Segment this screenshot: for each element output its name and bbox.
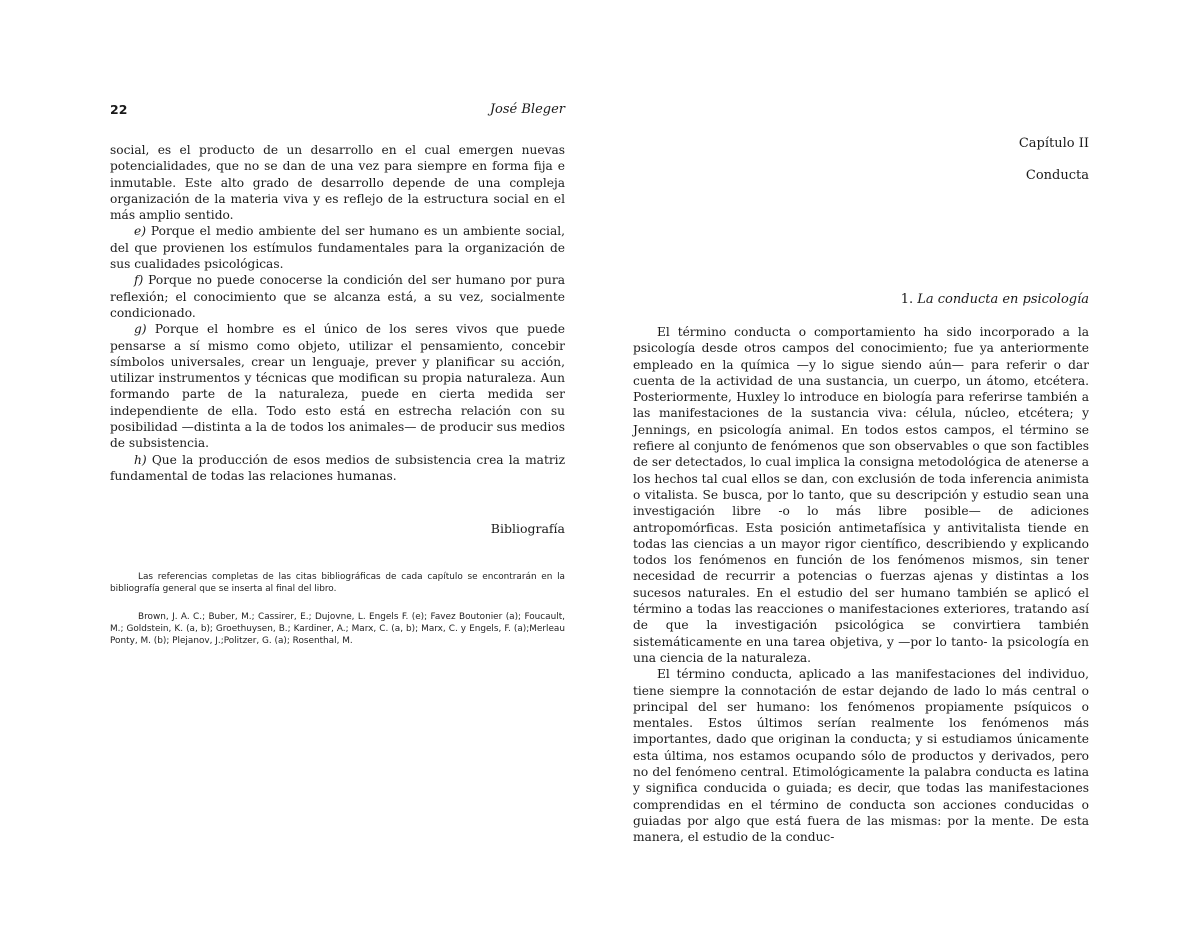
left-page-header (110, 102, 565, 122)
item-text: Porque el medio ambiente del ser humano es un ambiente social, del que provienen los estímulos fundamentales para la organización de sus cualidades psicológicas. (110, 224, 565, 272)
paragraph: El término conducta o comportamiento ha sido incorporado a la psicología desde otros campos del conocimiento; fue ya anteriormente empleado en la química —y lo sigue siendo aún— para referir o dar cuenta de la actividad de una sustancia, un cuerpo, un átomo, etcétera. Posteriormente, Huxley lo introduce en biología para referirse también a las manifestaciones de la sustancia viva: célula, núcleo, etcétera; y Jennings, en psicología animal. En todos estos campos, el término se refiere al conjunto de fenómenos que son observables o que son factibles de ser detectados, lo cual implica la consigna metodológica de atenerse a los hechos tal cual ellos se dan, con exclusión de toda inferencia animista o vitalista. Se busca, por lo tanto, que su descripción y estudio sean una investigación libre -o lo más libre posible— de adiciones antropomórficas. Esta posición antimetafísica y antivitalista tiende en todas las ciencias a un mayor rigor científico, describiendo y explicando todos los fenómenos en función de los fenómenos mismos, sin tener necesidad de recurrir a potencias o fuerzas ajenas y distintas a los sucesos naturales. En el estudio del ser humano también se aplicó el término a todas las reacciones o manifestaciones exteriores, tratando así de que la investigación psicológica se convirtiera también sistemáticamente en una tarea objetiva, y —por lo tanto- la psicología en una ciencia de la naturaleza. (633, 325, 1089, 665)
item-letter: h) (134, 452, 147, 467)
section-heading (901, 292, 1089, 307)
item-text: Porque no puede conocerse la condición del ser humano por pura reflexión; el conocimiento que se alcanza está, a su vez, socialmente condicionado. (110, 273, 565, 320)
right-page-body (633, 324, 1089, 846)
paragraph: El término conducta, aplicado a las manifestaciones del individuo, tiene siempre la connotación de estar dejando de lado lo más central o principal del ser humano: los fenómenos propiamente psíquicos o mentales. Estos últimos serían realmente los fenómenos más importantes, dado que originan la conducta; y si estudiamos únicamente esta última, nos estamos ocupando sólo de productos y derivados, pero no del fenómeno central. Etimológicamente la palabra conducta es latina y significa conducida o guiada; es decir, que todas las manifestaciones comprendidas en el término de conducta son acciones conducidas o guiadas por algo que está fuera de las mismas: por la mente. De esta manera, el estudio de la conduc- (633, 667, 1089, 845)
item-text: Que la producción de esos medios de subsistencia crea la matriz fundamental de todas las relaciones humanas. (110, 452, 565, 483)
list-item-f (110, 272, 565, 321)
section-title: La conducta en psicología (917, 292, 1089, 307)
item-letter: g) (134, 322, 147, 337)
list-item-e (110, 223, 565, 272)
chapter-title: Conducta (1025, 168, 1089, 183)
chapter-label: Capítulo II (1018, 136, 1089, 151)
bibliography-note-text: Las referencias completas de las citas bibliográficas de cada capítulo se encontrarán en la bibliografía general que se inserta al final del libro. (110, 572, 565, 595)
bibliography-heading: Bibliografía (490, 521, 565, 536)
item-letter: e) (134, 224, 146, 239)
section-number: 1. (900, 292, 918, 307)
bibliography-note (110, 571, 565, 595)
item-letter: f) (134, 273, 144, 288)
item-text: Porque el hombre es el único de los seres vivos que puede pensarse a sí mismo como objeto, utilizar el pensamiento, concebir símbolos universales, crear un lenguaje, prever y planificar su acción, utilizar instrumentos y técnicas que modifican su propia naturaleza. Aun formando parte de la naturaleza, puede en cierta medida ser independiente de ella. Todo esto está en estrecha relación con su posibilidad —distinta a la de todos los animales— de producir sus medios de subsistencia. (110, 322, 565, 451)
list-item-g (110, 321, 565, 451)
bibliography-references (110, 611, 565, 648)
running-head: José Bleger (489, 102, 565, 117)
bibliography-references-text: Brown, J. A. C.; Buber, M.; Cassirer, E.; Dujovne, L. Engels F. (e); Favez Boutonier (a); Foucault, M.; Goldstein, K. (a, b); Groethuysen, B.; Kardiner, A.; Marx, C. (a, b); Marx, C. y Engels, F. (a);Merleau Ponty, M. (b); Plejanov, J.;Politzer, G. (a); Rosenthal, M. (110, 612, 565, 647)
paragraph (110, 142, 565, 223)
list-item-h (110, 452, 565, 485)
left-page-body (110, 142, 565, 484)
page-number: 22 (110, 102, 128, 117)
paragraph-text: social, es el producto de un desarrollo en el cual emergen nuevas potencialidades, que no se dan de una vez para siempre en forma fija e inmutable. Este alto grado de desarrollo depende de una compleja organización de la materia viva y es reflejo de la estructura social en el más amplio sentido. (110, 143, 565, 223)
